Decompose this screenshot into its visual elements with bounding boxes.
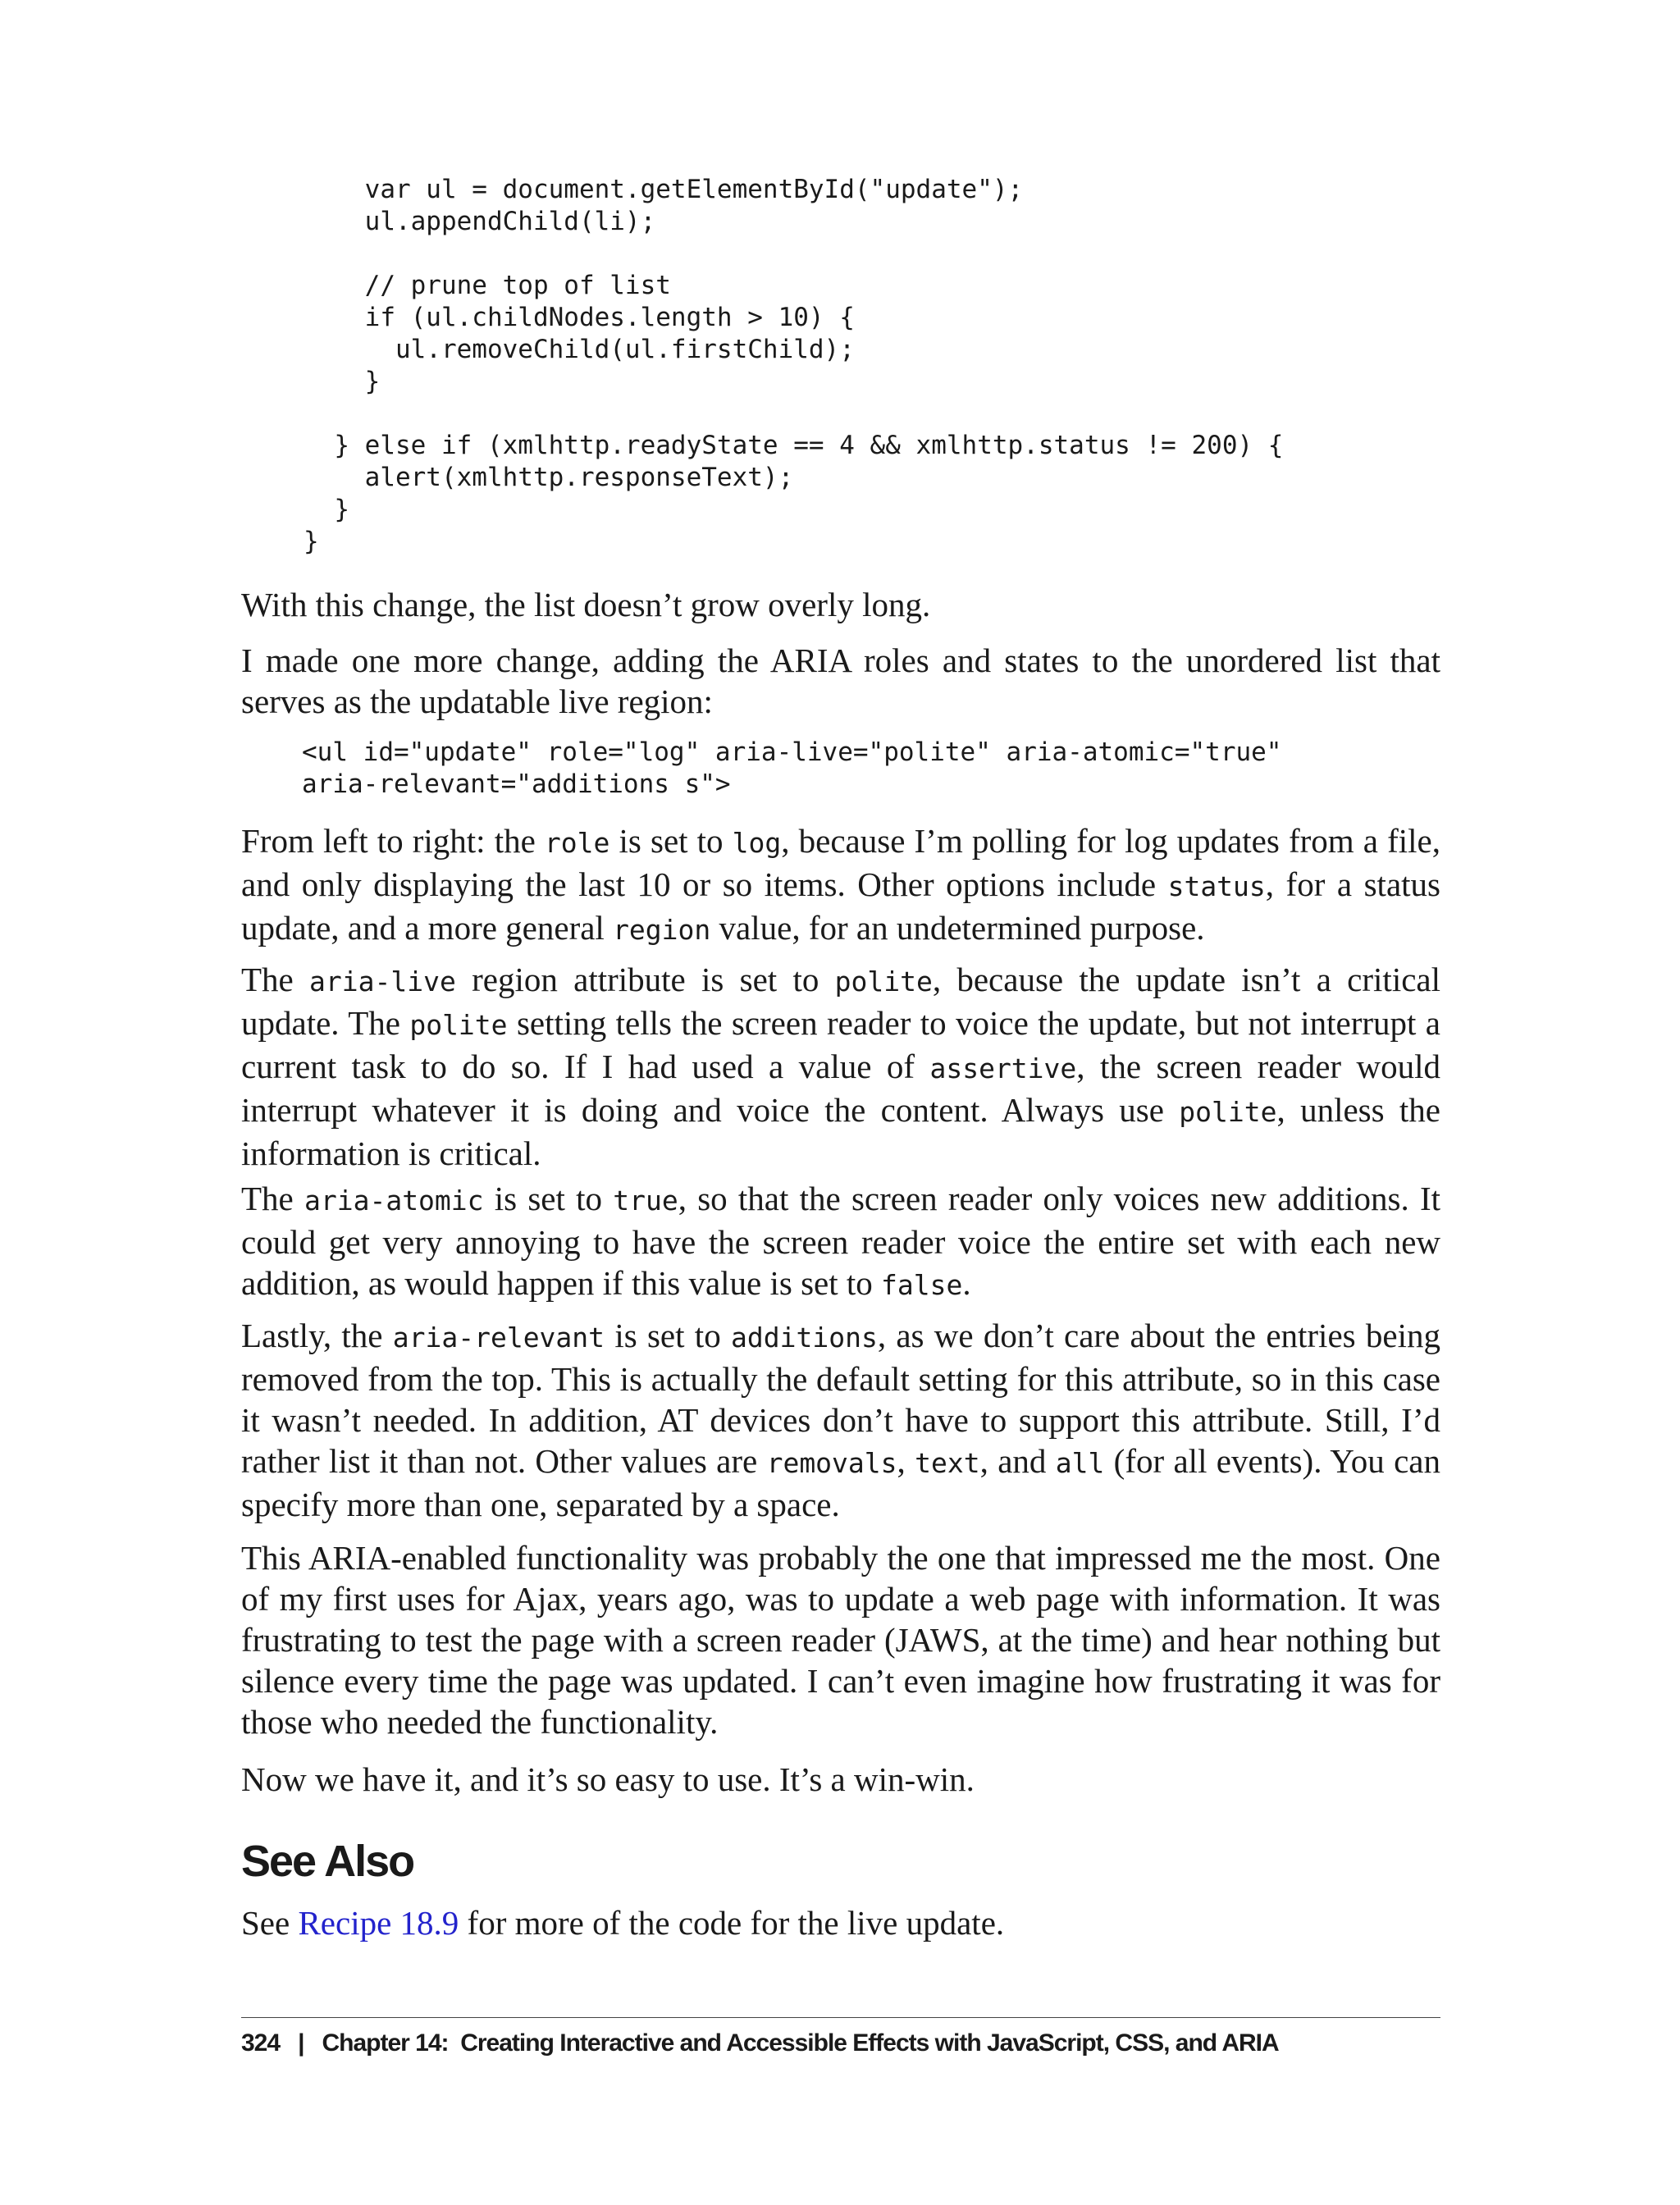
- paragraph-aria-live: The aria-live region attribute is set to polite, because the update isn’t a critical update. The polite setting tells the screen reader to voice the update, but not interrupt a current task to do so. If I had used a value of assertive, the screen reader would interrupt whatever it is doing and voice the content. Always use polite, unless the information is critical.: [241, 961, 1440, 1172]
- paragraph-role-log: From left to right: the role is set to log, because I’m polling for log updates from a file, and only displaying the last 10 or so items. Other options include status, for a status update, and a more general region value, for an undetermined purpose.: [241, 822, 1440, 947]
- inline-code: status: [1167, 870, 1266, 902]
- inline-code: polite: [409, 1009, 508, 1041]
- see-also-heading: See Also: [241, 1837, 414, 1886]
- inline-code: false: [881, 1269, 963, 1301]
- paragraph-aria-relevant: Lastly, the aria-relevant is set to additions, as we don’t care about the entries being removed from the top. This is actually the default setting for this attribute, so in this case it wasn’t needed. In addition, AT devices don’t have to support this attribute. Still, I’d rather list it than not. Other values are removals, text, and all (for all events). You can specify more than one, separated by a space.: [241, 1317, 1440, 1523]
- inline-code: aria-relevant: [392, 1322, 605, 1354]
- inline-code: region: [613, 914, 711, 946]
- inline-code: true: [613, 1185, 678, 1217]
- inline-code: additions: [731, 1322, 878, 1354]
- footer-divider: [241, 2017, 1440, 2018]
- paragraph-aria-atomic: The aria-atomic is set to true, so that the screen reader only voices new additions. It could get very annoying to have the screen reader voice the entire set with each new addition, as would happen if this value is set to false.: [241, 1180, 1440, 1302]
- inline-code: log: [732, 827, 782, 859]
- inline-code: text: [915, 1447, 980, 1479]
- inline-code: polite: [834, 966, 933, 998]
- inline-code: role: [544, 827, 610, 859]
- recipe-link[interactable]: Recipe 18.9: [298, 1904, 459, 1942]
- paragraph-aria-change: I made one more change, adding the ARIA roles and states to the unordered list that serves as the updatable live region:: [241, 641, 1440, 720]
- inline-code: assertive: [929, 1052, 1077, 1084]
- see-also-paragraph: See Recipe 18.9 for more of the code for the live update.: [241, 1904, 1005, 1942]
- page-footer: [241, 2029, 1279, 2057]
- code-block-prune-list: var ul = document.getElementById("update"); ul.appendChild(li); // prune top of list if (ul.childNodes.length > 10) { ul.removeChild(ul.firstChild); } } else if (xmlhttp.readyState == 4 && xmlhttp.status != 200) { alert(xmlhttp.responseText); } }: [304, 175, 1284, 556]
- paragraph-aria-functionality: This ARIA-enabled functionality was probably the one that impressed me the most. One of my first uses for Ajax, years ago, was to update a web page with information. It was frustrating to test the page with a screen reader (JAWS, at the time) and hear nothing but silence every time the page was updated. I can’t even imagine how frustrating it was for those who needed the functionality.: [241, 1539, 1440, 1741]
- footer-separator: |: [298, 2029, 304, 2057]
- code-block-ul-element: <ul id="update" role="log" aria-live="polite" aria-atomic="true" aria-relevant="additions s">: [302, 737, 1282, 799]
- inline-code: aria-live: [309, 966, 456, 998]
- paragraph-win-win: Now we have it, and it’s so easy to use. It’s a win-win.: [241, 1760, 975, 1798]
- paragraph-list-length: With this change, the list doesn’t grow overly long.: [241, 586, 931, 623]
- inline-code: aria-atomic: [304, 1185, 484, 1217]
- inline-code: removals: [766, 1447, 897, 1479]
- page-number: 324: [241, 2029, 281, 2057]
- inline-code: polite: [1179, 1096, 1277, 1128]
- inline-code: all: [1055, 1447, 1105, 1479]
- chapter-title: Chapter 14: Creating Interactive and Accessible Effects with JavaScript, CSS, and ARIA: [322, 2029, 1279, 2057]
